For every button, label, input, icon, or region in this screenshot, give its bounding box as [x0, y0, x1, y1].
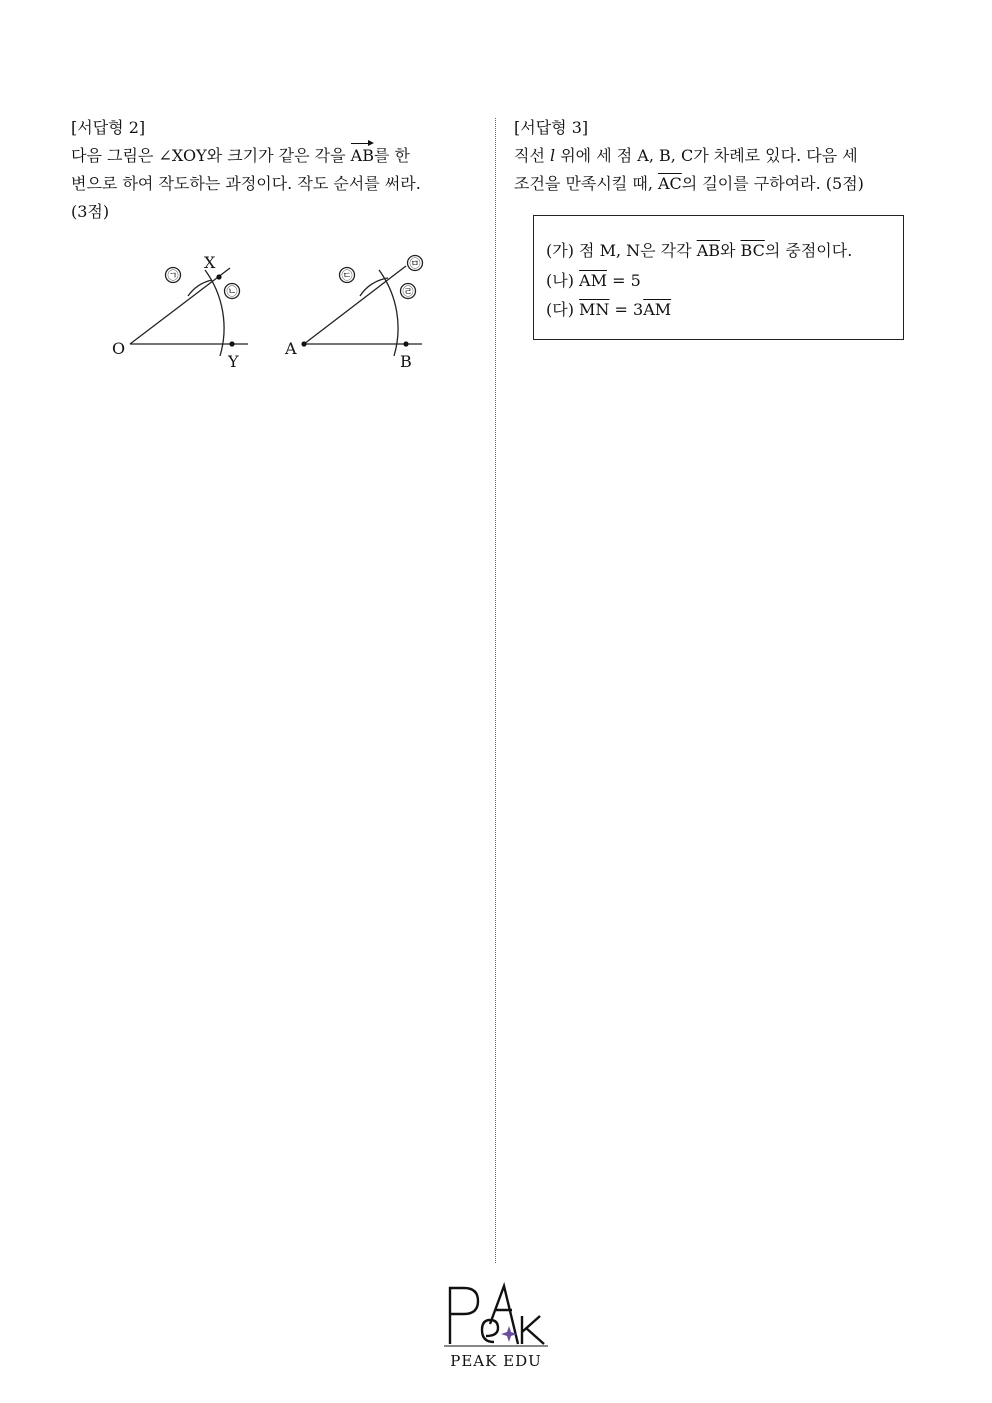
arc-right-small — [360, 278, 388, 296]
condition-na-label: (나) — [546, 271, 574, 290]
problem-2-tag: [서답형 2] — [71, 118, 146, 137]
segment-ac: $\overline{AC}$ — [658, 174, 682, 193]
mark-1: ㉠ — [167, 269, 179, 282]
ray-ox — [130, 268, 230, 344]
condition-na-rest: = 5 — [606, 271, 641, 290]
problem-2-text — [71, 142, 449, 226]
logo-text: PEAK EDU — [450, 1352, 542, 1370]
label-x: X — [204, 253, 216, 272]
problem-3-line1-post: 위에 세 점 A, B, C가 차례로 있다. 다음 세 — [555, 146, 858, 165]
label-b: B — [400, 352, 412, 371]
point-b — [403, 341, 408, 346]
label-a: A — [285, 339, 297, 358]
problem-2-line2: 변으로 하여 작도하는 과정이다. 작도 순서를 써라. — [71, 174, 421, 193]
condition-ga — [546, 240, 852, 262]
segment-bc: $\overline{BC}$ — [740, 241, 765, 260]
problem-2-line1-post: 를 한 — [373, 146, 410, 165]
angle-construction-figure — [108, 248, 438, 378]
problem-3-tag: [서답형 3] — [514, 118, 589, 137]
problem-3-text — [514, 142, 908, 198]
segment-am-2: $\overline{AM}$ — [643, 300, 672, 319]
point-y — [229, 341, 234, 346]
conditions-box — [533, 215, 904, 340]
logo-letter-p — [450, 1288, 478, 1344]
condition-ga-post: 의 중점이다. — [764, 241, 853, 260]
condition-da — [546, 299, 671, 321]
arc-left-small — [188, 280, 212, 296]
mark-5: ㉤ — [409, 257, 421, 270]
condition-ga-mid: 와 — [720, 241, 741, 260]
logo-letter-k — [522, 1316, 544, 1344]
segment-am: $\overline{AM}$ — [579, 271, 607, 290]
line-l: l — [550, 146, 556, 165]
problem-3-line1-pre: 직선 — [514, 146, 550, 165]
arc-left-large — [205, 270, 224, 356]
problem-2-points: (3점) — [71, 202, 110, 221]
problem-3 — [514, 116, 908, 198]
condition-da-eq: = 3 — [609, 300, 644, 319]
condition-na — [546, 270, 641, 292]
arc-right-large — [379, 270, 398, 356]
mark-4: ㉣ — [402, 285, 414, 298]
mark-2: ㉡ — [226, 285, 238, 298]
problem-2 — [71, 116, 449, 226]
problem-3-line2-post: 의 길이를 구하여라. (5점) — [681, 174, 864, 193]
condition-da-label: (다) — [546, 300, 574, 319]
mark-3: ㉢ — [341, 269, 353, 282]
problem-2-line1-pre: 다음 그림은 ∠XOY와 크기가 같은 각을 — [71, 146, 351, 165]
condition-ga-pre: 점 M, N은 각각 — [573, 241, 697, 260]
problem-3-line2-pre: 조건을 만족시킬 때, — [514, 174, 658, 193]
segment-mn: $\overline{MN}$ — [579, 300, 610, 319]
segment-ab: $\overline{AB}$ — [696, 241, 720, 260]
condition-ga-label: (가) — [546, 241, 574, 260]
point-x — [216, 274, 221, 279]
label-o: O — [112, 339, 126, 358]
ray-ab: AB — [351, 142, 374, 170]
column-divider — [495, 118, 496, 1263]
ray-a-upper — [304, 266, 406, 344]
label-y: Y — [228, 352, 239, 371]
point-a — [301, 341, 306, 346]
